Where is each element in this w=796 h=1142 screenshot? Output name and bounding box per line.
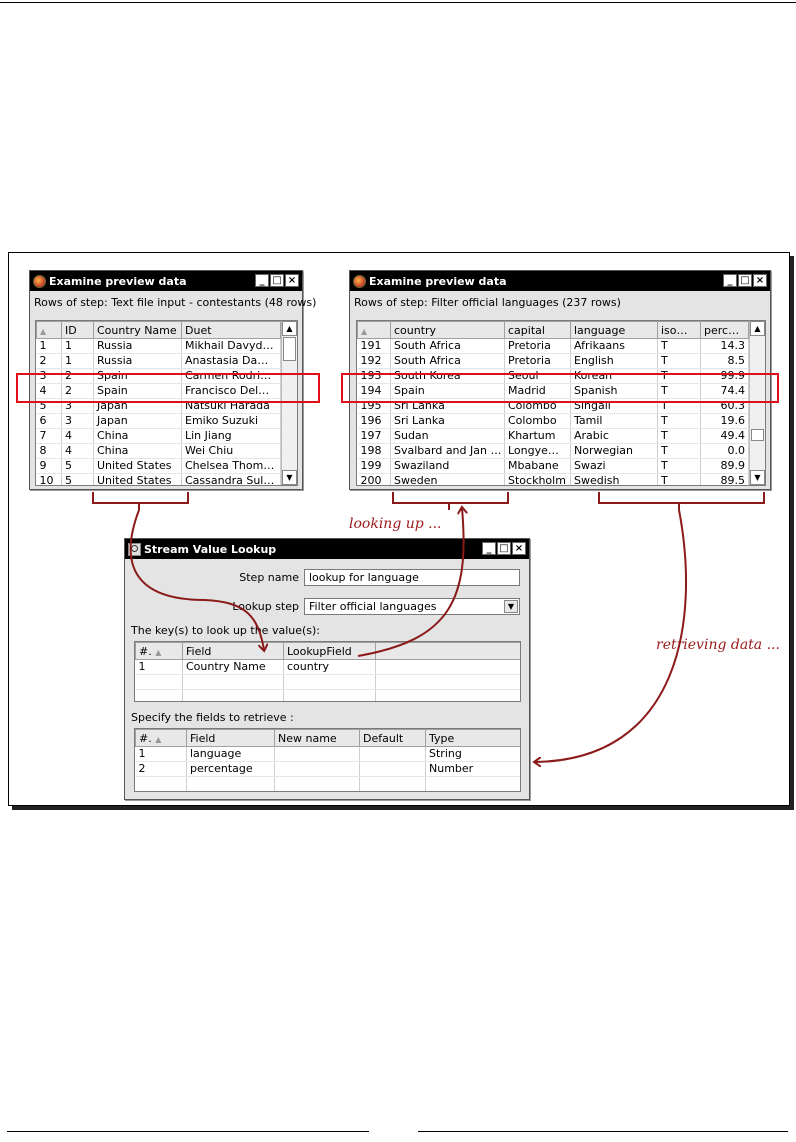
table-cell[interactable]: Sri Lanka <box>391 414 505 429</box>
preview-table <box>357 321 749 486</box>
maximize-button[interactable]: □ <box>497 542 511 555</box>
table-cell[interactable]: 197 <box>358 429 391 444</box>
sort-up-icon: ▲ <box>361 326 368 336</box>
table-row[interactable] <box>37 339 281 354</box>
scroll-down-icon[interactable]: ▼ <box>750 470 765 485</box>
table-cell[interactable]: 2 <box>37 354 62 369</box>
column-header[interactable]: LookupField <box>284 643 376 660</box>
table-cell[interactable]: 2 <box>62 384 94 399</box>
minimize-button[interactable]: _ <box>255 274 269 287</box>
column-header[interactable]: Default <box>360 730 426 747</box>
page-bottom-rule-right <box>418 1131 788 1132</box>
lookup-step-label: Lookup step <box>232 600 299 613</box>
table-cell[interactable]: Sweden <box>391 474 505 487</box>
table-cell[interactable]: 1 <box>37 339 62 354</box>
table-row[interactable] <box>136 762 521 777</box>
table-cell[interactable]: Cassandra Sul… <box>182 474 281 487</box>
vertical-scrollbar[interactable] <box>749 321 765 485</box>
table-cell[interactable]: 0.0 <box>701 444 749 459</box>
annotation-retrieving-data: retrieving data ... <box>656 637 780 653</box>
table-cell[interactable] <box>275 777 360 792</box>
table-cell[interactable]: Natsuki Harada <box>182 399 281 414</box>
table-cell[interactable]: Swaziland <box>391 459 505 474</box>
table-row[interactable] <box>136 747 521 762</box>
table-cell[interactable] <box>275 747 360 762</box>
preview-grid[interactable] <box>356 320 766 486</box>
scroll-up-icon[interactable]: ▲ <box>750 321 765 336</box>
table-cell[interactable]: Longye… <box>505 444 571 459</box>
column-header[interactable]: country <box>391 322 505 339</box>
close-button[interactable]: × <box>285 274 299 287</box>
table-cell[interactable]: 10 <box>37 474 62 487</box>
table-cell[interactable] <box>284 675 376 690</box>
table-cell[interactable] <box>360 777 426 792</box>
table-cell[interactable]: Anastasia Da… <box>182 354 281 369</box>
table-row[interactable] <box>136 777 521 792</box>
table-cell[interactable]: 9 <box>37 459 62 474</box>
column-header[interactable]: Type <box>426 730 521 747</box>
column-header[interactable] <box>136 730 187 747</box>
table-cell[interactable]: Colombo <box>505 399 571 414</box>
table-cell[interactable] <box>376 660 521 675</box>
retrieve-grid[interactable] <box>134 728 521 792</box>
table-cell[interactable]: Swedish <box>571 474 658 487</box>
table-cell[interactable]: Wei Chiu <box>182 444 281 459</box>
table-cell[interactable]: 5 <box>62 474 94 487</box>
table-cell[interactable]: Sri Lanka <box>391 399 505 414</box>
table-cell[interactable]: 3 <box>37 369 62 384</box>
table-cell[interactable]: 1 <box>62 339 94 354</box>
table-cell[interactable]: Carmen Rodri… <box>182 369 281 384</box>
bracket-stem <box>138 502 140 510</box>
table-cell[interactable]: Stockholm <box>505 474 571 487</box>
table-cell[interactable] <box>426 777 521 792</box>
column-header-label: #. <box>139 644 152 658</box>
table-cell[interactable] <box>360 762 426 777</box>
maximize-button[interactable]: □ <box>270 274 284 287</box>
table-cell[interactable] <box>376 675 521 690</box>
table-row[interactable] <box>37 474 281 487</box>
table-cell[interactable]: Afrikaans <box>571 339 658 354</box>
table-row[interactable] <box>358 414 749 429</box>
keys-section-label: The key(s) to look up the value(s): <box>131 624 321 637</box>
window-title: Examine preview data <box>49 274 187 288</box>
column-header-label: #. <box>139 731 152 745</box>
table-cell[interactable] <box>376 690 521 703</box>
kettle-app-icon <box>353 275 366 288</box>
table-cell[interactable]: Swazi <box>571 459 658 474</box>
column-header[interactable]: language <box>571 322 658 339</box>
table-cell[interactable]: China <box>94 429 182 444</box>
table-cell[interactable]: T <box>658 369 701 384</box>
table-cell[interactable] <box>187 777 275 792</box>
sort-up-icon: ▲ <box>155 647 162 657</box>
column-header[interactable]: perc… <box>701 322 749 339</box>
table-cell[interactable]: Seoul <box>505 369 571 384</box>
highlight-row-spain-languages <box>341 373 779 403</box>
table-cell[interactable]: Pretoria <box>505 339 571 354</box>
table-cell[interactable]: Spain <box>94 369 182 384</box>
table-cell[interactable]: 191 <box>358 339 391 354</box>
column-header[interactable] <box>136 643 183 660</box>
table-cell[interactable]: Norwegian <box>571 444 658 459</box>
table-cell[interactable]: 8.5 <box>701 354 749 369</box>
retrieve-section-label: Specify the fields to retrieve : <box>131 711 294 724</box>
column-header[interactable]: Field <box>183 643 284 660</box>
table-cell[interactable]: 4 <box>37 384 62 399</box>
table-cell[interactable]: T <box>658 459 701 474</box>
column-header[interactable]: ID <box>62 322 94 339</box>
table-cell[interactable]: T <box>658 339 701 354</box>
table-cell[interactable] <box>183 675 284 690</box>
column-header[interactable] <box>376 643 521 660</box>
chevron-down-icon[interactable]: ▼ <box>504 600 518 613</box>
table-cell[interactable]: T <box>658 384 701 399</box>
table-cell[interactable]: 194 <box>358 384 391 399</box>
table-cell[interactable]: 3 <box>62 414 94 429</box>
dialog-titlebar[interactable] <box>125 539 529 559</box>
table-cell[interactable]: 1 <box>136 660 183 675</box>
table-cell[interactable]: 1 <box>62 354 94 369</box>
step-name-input[interactable]: lookup for language <box>304 569 520 586</box>
table-cell[interactable]: String <box>426 747 521 762</box>
table-cell[interactable]: South Africa <box>391 354 505 369</box>
close-button[interactable]: × <box>753 274 767 287</box>
table-cell[interactable]: 4 <box>62 444 94 459</box>
table-cell[interactable]: T <box>658 399 701 414</box>
table-row[interactable] <box>37 414 281 429</box>
keys-table <box>135 642 521 702</box>
table-cell[interactable]: 5 <box>37 399 62 414</box>
table-cell[interactable]: 1 <box>136 747 187 762</box>
lookup-step-icon <box>128 543 141 556</box>
bracket-stem <box>678 502 680 510</box>
table-cell[interactable]: Singali <box>571 399 658 414</box>
table-cell[interactable]: Mikhail Davyd… <box>182 339 281 354</box>
table-cell[interactable] <box>136 690 183 703</box>
table-cell[interactable]: United States <box>94 474 182 487</box>
table-cell[interactable]: Korean <box>571 369 658 384</box>
rows-of-step-label: Rows of step: Filter official languages (237 rows) <box>354 296 621 309</box>
column-header[interactable]: Country Name <box>94 322 182 339</box>
retrieve-table <box>135 729 521 792</box>
table-cell[interactable]: 200 <box>358 474 391 487</box>
table-cell[interactable]: Tamil <box>571 414 658 429</box>
table-cell[interactable]: Japan <box>94 399 182 414</box>
table-cell[interactable] <box>275 762 360 777</box>
preview-grid[interactable] <box>35 320 298 486</box>
table-cell[interactable]: Spain <box>391 384 505 399</box>
table-cell[interactable]: Japan <box>94 414 182 429</box>
table-cell[interactable]: 99.9 <box>701 369 749 384</box>
page-bottom-rule-left <box>7 1131 369 1132</box>
table-row[interactable] <box>358 474 749 487</box>
table-row[interactable] <box>358 339 749 354</box>
minimize-button[interactable]: _ <box>482 542 496 555</box>
table-cell[interactable]: 193 <box>358 369 391 384</box>
table-cell[interactable]: Francisco Del… <box>182 384 281 399</box>
column-header[interactable]: New name <box>275 730 360 747</box>
table-cell[interactable] <box>183 690 284 703</box>
column-header[interactable]: Field <box>187 730 275 747</box>
table-cell[interactable]: 89.9 <box>701 459 749 474</box>
table-cell[interactable]: 7 <box>37 429 62 444</box>
table-cell[interactable]: 19.6 <box>701 414 749 429</box>
table-cell[interactable]: South Korea <box>391 369 505 384</box>
table-row[interactable] <box>37 459 281 474</box>
table-cell[interactable]: 2 <box>62 369 94 384</box>
annotation-looking-up: looking up ... <box>349 516 442 532</box>
column-header[interactable]: Duet <box>182 322 281 339</box>
table-cell[interactable]: 196 <box>358 414 391 429</box>
table-row[interactable] <box>136 675 521 690</box>
table-cell[interactable]: T <box>658 414 701 429</box>
table-cell[interactable]: 14.3 <box>701 339 749 354</box>
table-cell[interactable]: Emiko Suzuki <box>182 414 281 429</box>
table-cell[interactable]: language <box>187 747 275 762</box>
scroll-thumb[interactable] <box>283 337 296 361</box>
table-cell[interactable]: Colombo <box>505 414 571 429</box>
maximize-button[interactable]: □ <box>738 274 752 287</box>
table-cell[interactable]: 3 <box>62 399 94 414</box>
table-cell[interactable]: 8 <box>37 444 62 459</box>
sort-up-icon: ▲ <box>40 326 47 336</box>
highlight-row-spain-contestants <box>16 373 320 403</box>
table-cell[interactable]: 49.4 <box>701 429 749 444</box>
kettle-app-icon <box>33 275 46 288</box>
table-cell[interactable]: Number <box>426 762 521 777</box>
table-cell[interactable]: Khartum <box>505 429 571 444</box>
table-cell[interactable]: Svalbard and Jan … <box>391 444 505 459</box>
table-cell[interactable]: Chelsea Thom… <box>182 459 281 474</box>
lookup-step-select[interactable] <box>304 598 520 615</box>
table-row[interactable] <box>358 429 749 444</box>
column-header[interactable]: capital <box>505 322 571 339</box>
table-cell[interactable]: Sudan <box>391 429 505 444</box>
table-cell[interactable]: 6 <box>37 414 62 429</box>
scroll-down-icon[interactable]: ▼ <box>282 470 297 485</box>
bracket-language-perc <box>598 492 765 504</box>
table-row[interactable] <box>358 354 749 369</box>
close-button[interactable]: × <box>512 542 526 555</box>
page-top-rule <box>0 2 796 3</box>
table-cell[interactable]: United States <box>94 459 182 474</box>
scroll-thumb[interactable] <box>751 429 764 441</box>
table-row[interactable] <box>136 690 521 703</box>
step-name-label: Step name <box>239 571 299 584</box>
table-row[interactable] <box>358 459 749 474</box>
table-cell[interactable] <box>360 747 426 762</box>
preview-window-titlebar[interactable] <box>30 271 302 291</box>
table-cell[interactable]: T <box>658 474 701 487</box>
table-cell[interactable] <box>136 675 183 690</box>
minimize-button[interactable]: _ <box>723 274 737 287</box>
table-cell[interactable]: 195 <box>358 399 391 414</box>
table-row[interactable] <box>37 444 281 459</box>
table-cell[interactable]: English <box>571 354 658 369</box>
table-cell[interactable]: 192 <box>358 354 391 369</box>
bracket-country-duet <box>92 492 189 504</box>
table-cell[interactable]: Russia <box>94 354 182 369</box>
table-cell[interactable]: T <box>658 354 701 369</box>
stream-value-lookup-dialog <box>124 538 530 800</box>
table-cell[interactable]: Pretoria <box>505 354 571 369</box>
table-cell[interactable] <box>284 690 376 703</box>
table-cell[interactable]: Spain <box>94 384 182 399</box>
scroll-up-icon[interactable]: ▲ <box>282 321 297 336</box>
table-cell[interactable]: 4 <box>62 429 94 444</box>
rows-of-step-label: Rows of step: Text file input - contestants (48 rows) <box>34 296 317 309</box>
table-cell[interactable] <box>136 777 187 792</box>
table-cell[interactable]: Spanish <box>571 384 658 399</box>
preview-table <box>36 321 281 486</box>
column-header-rownum[interactable] <box>37 322 62 339</box>
sort-up-icon: ▲ <box>155 734 162 744</box>
table-row[interactable] <box>358 444 749 459</box>
bracket-stem <box>448 502 450 510</box>
table-cell[interactable]: 60.3 <box>701 399 749 414</box>
table-cell[interactable]: 89.5 <box>701 474 749 487</box>
table-row[interactable] <box>37 354 281 369</box>
table-cell[interactable]: 5 <box>62 459 94 474</box>
window-title: Examine preview data <box>369 274 507 288</box>
table-cell[interactable]: 199 <box>358 459 391 474</box>
table-cell[interactable]: T <box>658 444 701 459</box>
bracket-country-column <box>392 492 509 504</box>
table-cell[interactable]: 2 <box>136 762 187 777</box>
table-cell[interactable]: Russia <box>94 339 182 354</box>
table-cell[interactable]: Country Name <box>183 660 284 675</box>
table-cell[interactable]: Lin Jiang <box>182 429 281 444</box>
table-row[interactable] <box>136 660 521 675</box>
vertical-scrollbar[interactable] <box>281 321 297 485</box>
table-cell[interactable]: T <box>658 429 701 444</box>
table-cell[interactable]: 198 <box>358 444 391 459</box>
keys-grid[interactable] <box>134 641 521 702</box>
table-cell[interactable]: 74.4 <box>701 384 749 399</box>
table-cell[interactable]: South Africa <box>391 339 505 354</box>
table-row[interactable] <box>37 429 281 444</box>
table-cell[interactable]: Arabic <box>571 429 658 444</box>
table-cell[interactable]: country <box>284 660 376 675</box>
table-cell[interactable]: Madrid <box>505 384 571 399</box>
table-cell[interactable]: Mbabane <box>505 459 571 474</box>
lookup-step-selected: Filter official languages <box>309 600 437 613</box>
dialog-title: Stream Value Lookup <box>144 542 277 556</box>
table-cell[interactable]: China <box>94 444 182 459</box>
table-cell[interactable]: percentage <box>187 762 275 777</box>
column-header[interactable]: iso… <box>658 322 701 339</box>
column-header-rownum[interactable] <box>358 322 391 339</box>
preview-window-titlebar[interactable] <box>350 271 770 291</box>
